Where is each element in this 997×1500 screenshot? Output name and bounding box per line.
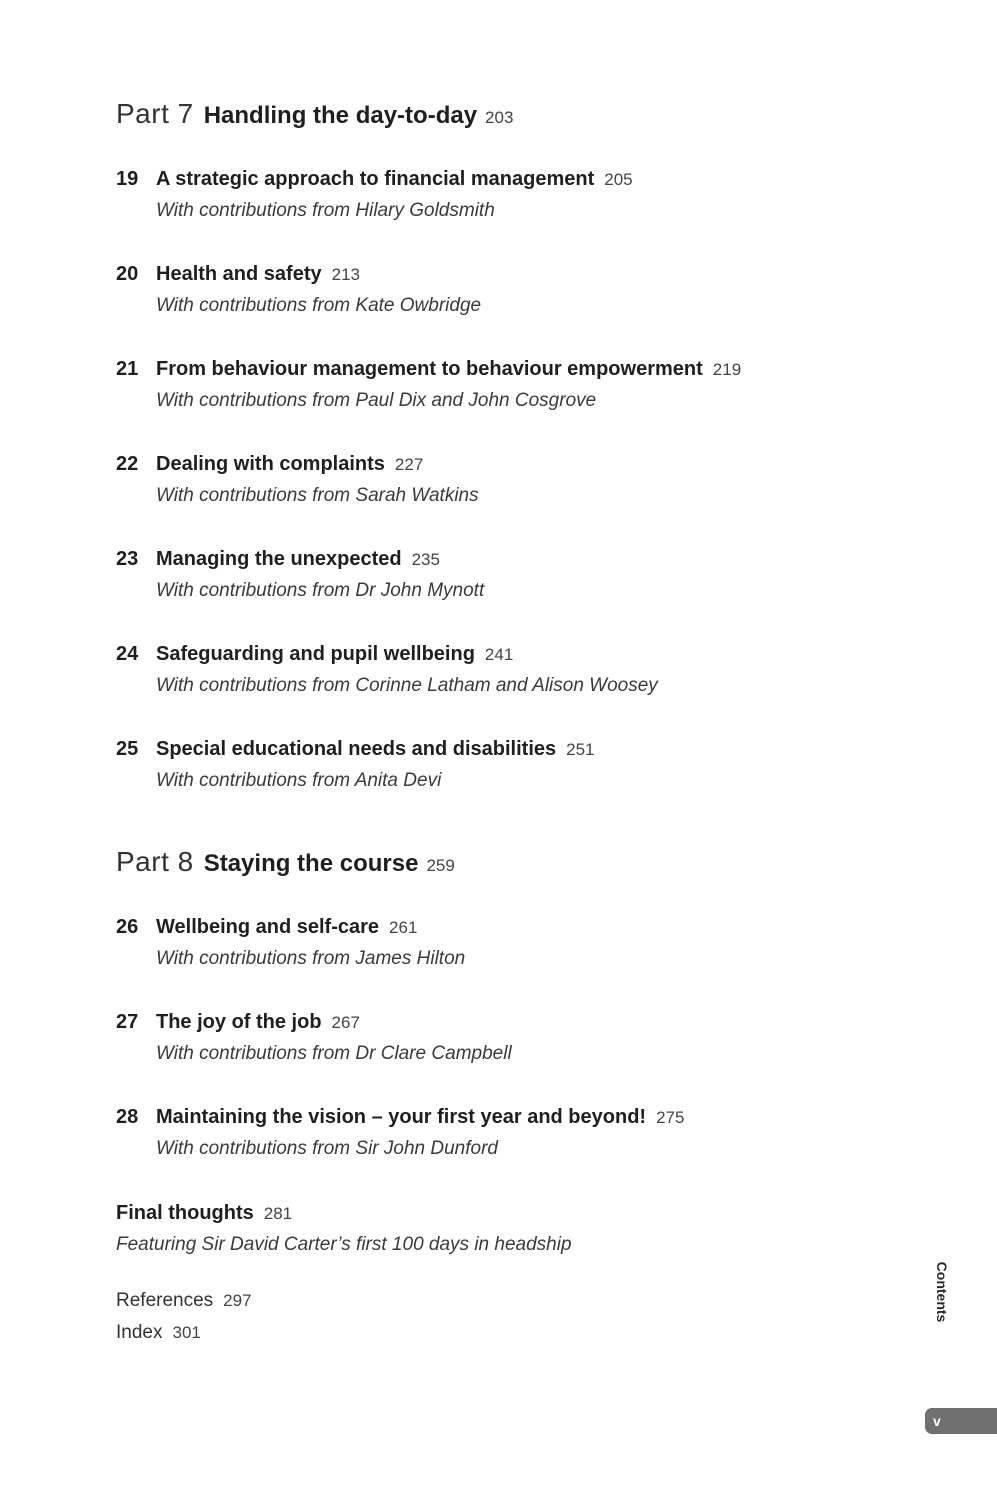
chapter-entry[interactable]	[116, 643, 658, 697]
chapter-entry[interactable]	[116, 1106, 684, 1160]
chapter-page-number: 251	[566, 740, 595, 759]
chapter-number: 19	[116, 168, 139, 190]
chapter-title: Managing the unexpected	[156, 548, 402, 570]
section-side-label: Contents	[934, 1261, 950, 1323]
chapter-page-number: 227	[394, 455, 424, 474]
index-page-number: 301	[172, 1323, 201, 1342]
chapter-contributors: With contributions from Hilary Goldsmith	[156, 200, 495, 221]
chapter-title: Special educational needs and disabilities	[156, 738, 557, 760]
chapter-number: 26	[116, 916, 139, 938]
chapter-entry[interactable]	[116, 168, 633, 222]
chapter-number: 27	[116, 1011, 139, 1033]
chapter-entry[interactable]	[116, 1011, 512, 1065]
chapter-title: The joy of the job	[156, 1011, 322, 1033]
part-page-number: 259	[426, 856, 455, 875]
chapter-number: 23	[116, 548, 139, 570]
chapter-page-number: 275	[656, 1108, 685, 1127]
chapter-contributors: With contributions from Anita Devi	[156, 770, 442, 791]
index-entry[interactable]	[116, 1322, 252, 1354]
chapter-page-number: 219	[712, 360, 742, 379]
chapter-entry[interactable]	[116, 916, 465, 970]
final-thoughts-page-number: 281	[263, 1204, 293, 1223]
part-label: Part 8	[116, 846, 194, 877]
chapter-page-number: 261	[389, 918, 418, 937]
final-thoughts-subtitle: Featuring Sir David Carter’s first 100 days in headship	[116, 1234, 572, 1255]
chapter-contributors: With contributions from Sarah Watkins	[156, 485, 479, 506]
chapter-contributors: With contributions from Dr Clare Campbell	[156, 1043, 512, 1064]
chapter-page-number: 205	[604, 170, 633, 189]
chapter-number: 21	[116, 358, 139, 380]
chapter-title: Safeguarding and pupil wellbeing	[156, 643, 475, 665]
page-number: v	[933, 1413, 941, 1429]
references-label: References	[116, 1290, 214, 1311]
chapter-title: Maintaining the vision – your first year and beyond!	[156, 1106, 647, 1128]
chapter-number: 24	[116, 643, 139, 665]
chapter-entry[interactable]	[116, 453, 479, 507]
part-title: Staying the course	[203, 850, 419, 877]
chapter-contributors: With contributions from Kate Owbridge	[156, 295, 482, 316]
chapter-page-number: 241	[484, 645, 514, 664]
final-thoughts-entry[interactable]	[116, 1202, 572, 1256]
chapter-contributors: With contributions from Paul Dix and John Cosgrove	[156, 390, 597, 411]
chapter-title: Dealing with complaints	[156, 453, 385, 475]
chapter-title: Wellbeing and self-care	[156, 916, 380, 938]
references-page-number: 297	[223, 1291, 252, 1310]
backmatter-list	[116, 1290, 252, 1354]
part-title: Handling the day-to-day	[203, 102, 478, 129]
chapter-number: 20	[116, 263, 139, 285]
chapter-contributors: With contributions from Sir John Dunford	[156, 1138, 498, 1159]
chapter-title: A strategic approach to financial management	[156, 168, 595, 190]
chapter-page-number: 267	[331, 1013, 360, 1032]
chapter-contributors: With contributions from Corinne Latham and Alison Woosey	[156, 675, 658, 696]
chapter-entry[interactable]	[116, 263, 481, 317]
chapter-page-number: 235	[411, 550, 440, 569]
part-page-number: 203	[485, 108, 514, 127]
chapter-title: Health and safety	[156, 263, 322, 285]
references-entry[interactable]	[116, 1290, 252, 1322]
chapter-contributors: With contributions from James Hilton	[156, 948, 466, 969]
chapter-title: From behaviour management to behaviour empowerment	[156, 358, 703, 380]
chapter-page-number: 213	[331, 265, 360, 284]
chapter-number: 25	[116, 738, 139, 760]
part-heading	[116, 98, 513, 130]
final-thoughts-title: Final thoughts	[116, 1202, 254, 1224]
chapter-number: 22	[116, 453, 139, 475]
chapter-entry[interactable]	[116, 548, 484, 602]
page-number-tab	[925, 1408, 997, 1434]
chapter-number: 28	[116, 1106, 139, 1128]
chapter-entry[interactable]	[116, 358, 741, 412]
chapter-entry[interactable]	[116, 738, 595, 792]
chapter-contributors: With contributions from Dr John Mynott	[156, 580, 485, 601]
part-heading	[116, 846, 455, 878]
part-label: Part 7	[116, 98, 194, 129]
index-label: Index	[116, 1322, 163, 1343]
